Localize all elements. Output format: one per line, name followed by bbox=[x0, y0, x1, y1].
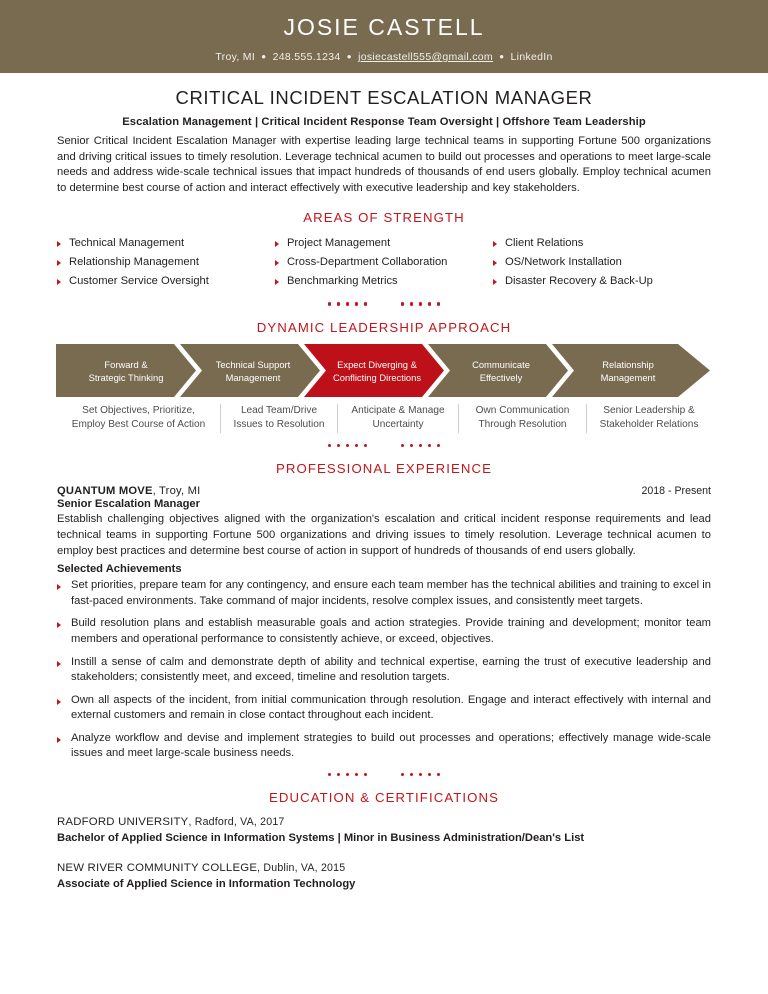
job-description: Establish challenging objectives aligned with the organization's escalation and critical incident response requirements and lead technical teams in supporting Fortune 500 organizations and driving issues to timely resolution. Leverage technical acumen to employ best practices and determine best course of action in support of hundreds of thousands of end users globally. bbox=[57, 513, 711, 557]
chevron-step-3 bbox=[304, 344, 444, 397]
dot-icon bbox=[355, 773, 358, 776]
dot-icon bbox=[419, 444, 422, 447]
triangle-bullet-icon bbox=[57, 737, 61, 743]
dot-group bbox=[401, 302, 440, 305]
list-item bbox=[275, 272, 493, 291]
skill-label: Project Management bbox=[286, 237, 391, 250]
triangle-bullet-icon bbox=[57, 279, 61, 285]
bullet-separator-icon: ● bbox=[499, 52, 505, 61]
list-item bbox=[57, 616, 711, 647]
caption-line1: Own Communication bbox=[475, 404, 570, 416]
list-item bbox=[57, 731, 711, 762]
caption-line2: Stakeholder Relations bbox=[599, 419, 699, 431]
triangle-bullet-icon bbox=[275, 260, 279, 266]
contact-location: Troy, MI bbox=[215, 51, 256, 63]
triangle-bullet-icon bbox=[493, 241, 497, 247]
triangle-bullet-icon bbox=[57, 661, 61, 667]
experience-entry-header bbox=[57, 485, 711, 497]
dot-icon bbox=[355, 444, 358, 447]
chevron-caption-4 bbox=[459, 404, 587, 433]
strengths-column-1 bbox=[57, 234, 275, 291]
education-entry bbox=[57, 814, 711, 846]
caption-line2: Issues to Resolution bbox=[233, 419, 325, 431]
dot-icon bbox=[337, 444, 340, 447]
list-item bbox=[493, 272, 711, 291]
dot-icon bbox=[401, 302, 404, 305]
employer-label: QUANTUM MOVE bbox=[57, 485, 153, 498]
leadership-captions-row bbox=[57, 404, 711, 433]
page-title: CRITICAL INCIDENT ESCALATION MANAGER bbox=[175, 87, 593, 108]
list-item bbox=[275, 234, 493, 253]
employer-name bbox=[57, 485, 200, 497]
dot-icon bbox=[401, 773, 404, 776]
dot-icon bbox=[428, 444, 431, 447]
dot-icon bbox=[346, 773, 349, 776]
contact-line bbox=[0, 50, 768, 64]
caption-line2: Employ Best Course of Action bbox=[71, 419, 206, 431]
caption-line1: Set Objectives, Prioritize, bbox=[82, 404, 195, 416]
list-item bbox=[57, 253, 275, 272]
triangle-bullet-icon bbox=[57, 584, 61, 590]
achievement-text: Own all aspects of the incident, from initial communication through resolution. Engage and interact effectively with internal and external customers and remain in close contact throughout each incident. bbox=[71, 693, 711, 722]
caption-line1: Senior Leadership & bbox=[603, 404, 695, 416]
chevron-step-1-label-line2: Strategic Thinking bbox=[88, 371, 164, 383]
list-item bbox=[493, 253, 711, 272]
dot-group bbox=[401, 444, 440, 447]
triangle-bullet-icon bbox=[57, 241, 61, 247]
skill-label: Disaster Recovery & Back-Up bbox=[504, 275, 653, 288]
dot-icon bbox=[419, 773, 422, 776]
triangle-bullet-icon bbox=[493, 279, 497, 285]
chevron-step-2-label-line2: Management bbox=[225, 371, 281, 383]
strengths-column-3 bbox=[493, 234, 711, 291]
strengths-grid bbox=[57, 234, 711, 291]
list-item bbox=[275, 253, 493, 272]
chevron-caption-3 bbox=[338, 404, 459, 433]
chevron-step-1 bbox=[56, 344, 196, 397]
education-degree: Associate of Applied Science in Information Technology bbox=[57, 878, 356, 891]
employer-location: , Troy, MI bbox=[152, 485, 201, 498]
specialties-line: Escalation Management | Critical Incident Response Team Oversight | Offshore Team Leadership bbox=[122, 116, 646, 128]
triangle-bullet-icon bbox=[275, 241, 279, 247]
caption-line1: Anticipate & Manage bbox=[351, 404, 445, 416]
skill-label: Customer Service Oversight bbox=[69, 275, 209, 288]
contact-email-link[interactable]: josiecastell555@gmail.com bbox=[358, 51, 493, 63]
dot-icon bbox=[401, 444, 404, 447]
dot-divider bbox=[57, 302, 711, 305]
employment-dates: 2018 - Present bbox=[641, 485, 711, 498]
dot-divider bbox=[57, 444, 711, 447]
dot-icon bbox=[437, 302, 440, 305]
dot-icon bbox=[410, 444, 413, 447]
list-item bbox=[57, 693, 711, 724]
professional-summary: Senior Critical Incident Escalation Manager with expertise leading large technical teams in supporting Fortune 500 organizations and driving critical issues to timely resolution. Leverage technical acumen to build out processes and operations to meet large-scale needs and address wide-scale technical issues that impact hundreds of thousands of end users globally. Employ technical acumen to determine best course of action and interact effectively with executive leadership and key stakeholders. bbox=[57, 135, 711, 194]
chevron-graphic bbox=[56, 344, 710, 397]
dot-icon bbox=[346, 444, 349, 447]
dot-group bbox=[328, 302, 367, 305]
section-heading-leadership: DYNAMIC LEADERSHIP APPROACH bbox=[256, 319, 512, 335]
school-name: NEW RIVER COMMUNITY COLLEGE bbox=[57, 862, 258, 875]
contact-phone: 248.555.1234 bbox=[272, 51, 341, 63]
achievement-text: Instill a sense of calm and demonstrate depth of ability and technical expertise, earning the trust of executive leadership and stakeholders; consistently meet, and exceed, timeline and resolution targets. bbox=[71, 655, 711, 684]
selected-achievements-label: Selected Achievements bbox=[57, 563, 182, 576]
dot-icon bbox=[410, 773, 413, 776]
skill-label: Benchmarking Metrics bbox=[286, 275, 398, 288]
triangle-bullet-icon bbox=[57, 699, 61, 705]
achievement-text: Analyze workflow and devise and implement strategies to build out processes and operations; effectively manage wide-scale issues and meet large-scale business needs. bbox=[71, 731, 711, 760]
dot-icon bbox=[437, 444, 440, 447]
dot-icon bbox=[437, 773, 440, 776]
dot-group bbox=[328, 444, 367, 447]
dot-icon bbox=[410, 302, 413, 305]
education-degree: Bachelor of Applied Science in Information Systems | Minor in Business Administration/Dean's List bbox=[57, 832, 585, 845]
bullet-separator-icon: ● bbox=[261, 52, 267, 61]
dot-group bbox=[328, 773, 367, 776]
dot-icon bbox=[364, 302, 367, 305]
school-location-year: , Radford, VA, 2017 bbox=[188, 816, 285, 829]
resume-header bbox=[0, 0, 768, 73]
achievements-list bbox=[57, 578, 711, 762]
bullet-separator-icon: ● bbox=[346, 52, 352, 61]
dot-divider bbox=[57, 773, 711, 776]
skill-label: Cross-Department Collaboration bbox=[286, 256, 448, 269]
skill-label: OS/Network Installation bbox=[504, 256, 622, 269]
education-school bbox=[57, 814, 711, 830]
dot-group bbox=[401, 773, 440, 776]
chevron-step-5 bbox=[552, 344, 710, 397]
list-item bbox=[57, 234, 275, 253]
dot-icon bbox=[346, 302, 349, 305]
section-heading-education: EDUCATION & CERTIFICATIONS bbox=[268, 790, 500, 806]
section-heading-experience: PROFESSIONAL EXPERIENCE bbox=[275, 461, 493, 477]
chevron-step-3-label-line1: Expect Diverging & bbox=[337, 358, 417, 370]
leadership-chevron-diagram bbox=[56, 344, 710, 397]
resume-body bbox=[0, 87, 768, 892]
dot-icon bbox=[364, 773, 367, 776]
spacer bbox=[57, 846, 711, 857]
school-location-year: , Dublin, VA, 2015 bbox=[257, 862, 346, 875]
chevron-step-4 bbox=[428, 344, 568, 397]
triangle-bullet-icon bbox=[275, 279, 279, 285]
candidate-name: JOSIE CASTELL bbox=[283, 14, 485, 40]
contact-linkedin-link[interactable]: LinkedIn bbox=[510, 51, 553, 63]
dot-icon bbox=[328, 444, 331, 447]
school-name: RADFORD UNIVERSITY bbox=[57, 816, 189, 829]
skill-label: Technical Management bbox=[69, 237, 185, 250]
dot-icon bbox=[328, 773, 331, 776]
education-school bbox=[57, 860, 711, 876]
skill-label: Client Relations bbox=[504, 237, 584, 250]
education-entry bbox=[57, 860, 711, 892]
dot-icon bbox=[355, 302, 358, 305]
triangle-bullet-icon bbox=[57, 622, 61, 628]
section-heading-strengths: AREAS OF STRENGTH bbox=[303, 210, 465, 226]
chevron-step-5-label-line1: Relationship bbox=[602, 358, 654, 370]
chevron-caption-1 bbox=[57, 404, 221, 433]
skill-label: Relationship Management bbox=[69, 256, 199, 269]
list-item bbox=[57, 272, 275, 291]
chevron-caption-2 bbox=[221, 404, 338, 433]
triangle-bullet-icon bbox=[57, 260, 61, 266]
achievement-text: Build resolution plans and establish measurable goals and action strategies. Provide training and development; monitor team members and operational performance to consistently achieve, or exceed, objectives. bbox=[71, 617, 711, 645]
dot-icon bbox=[364, 444, 367, 447]
caption-line2: Uncertainty bbox=[372, 419, 424, 431]
dot-icon bbox=[337, 302, 340, 305]
dot-icon bbox=[328, 302, 331, 305]
chevron-step-5-label-line2: Management bbox=[600, 371, 656, 383]
dot-icon bbox=[428, 773, 431, 776]
list-item bbox=[57, 655, 711, 686]
achievement-text: Set priorities, prepare team for any contingency, and ensure each team member has the technical abilities and training to excel in fast-paced environments. Take command of major incidents, resolve complex issues, and consistently meet targets. bbox=[71, 579, 711, 607]
chevron-step-4-label-line1: Communicate bbox=[472, 358, 530, 370]
chevron-step-1-label-line1: Forward & bbox=[104, 358, 148, 370]
chevron-step-2-label-line1: Technical Support bbox=[215, 358, 291, 370]
chevron-step-2 bbox=[180, 344, 320, 397]
chevron-caption-5 bbox=[587, 404, 711, 433]
caption-line2: Through Resolution bbox=[478, 419, 567, 431]
dot-icon bbox=[428, 302, 431, 305]
triangle-bullet-icon bbox=[493, 260, 497, 266]
job-role-title: Senior Escalation Manager bbox=[57, 498, 200, 511]
chevron-step-4-label-line2: Effectively bbox=[479, 371, 523, 383]
dot-icon bbox=[419, 302, 422, 305]
list-item bbox=[57, 578, 711, 609]
caption-line1: Lead Team/Drive bbox=[240, 404, 318, 416]
dot-icon bbox=[337, 773, 340, 776]
strengths-column-2 bbox=[275, 234, 493, 291]
chevron-step-3-label-line2: Conflicting Directions bbox=[332, 371, 422, 383]
list-item bbox=[493, 234, 711, 253]
